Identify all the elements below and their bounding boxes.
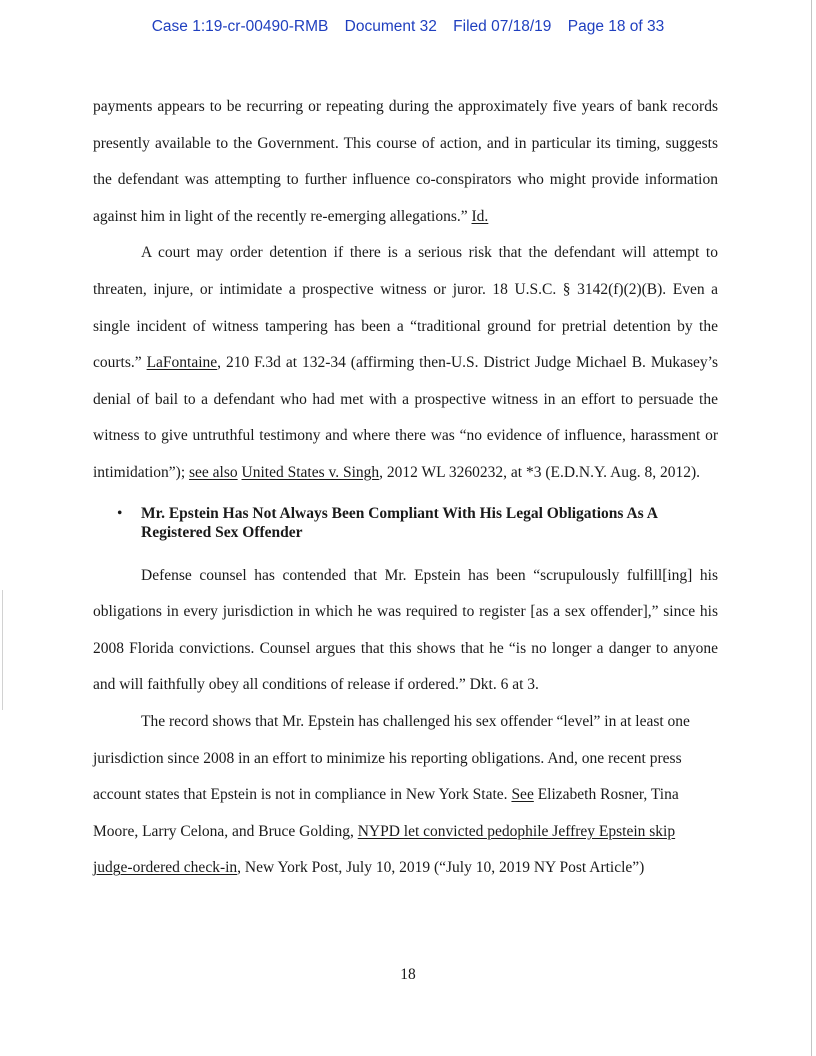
signal-see: See xyxy=(511,786,534,804)
scan-edge-mark xyxy=(2,590,3,710)
case-number: Case 1:19-cr-00490-RMB xyxy=(151,18,329,35)
paragraph-record: The record shows that Mr. Epstein has challenged his sex offender “level” in at least one jurisdiction since 2008 in an effort to minimize his reporting obligations. And, one recent press account states that Epstein is not in compliance in New York State. See Elizabeth Rosner, Tina Moore, Larry Celona, and Bruce Golding, NYPD let convicted pedophile Jeffrey Epstein skip judge-ordered check-in, New York Post, July 10, 2019 (“July 10, 2019 NY Post Article”) xyxy=(93,712,690,877)
article-title: NYPD let convicted pedophile Jeffrey Epstein skip judge-ordered check-in xyxy=(93,822,676,877)
filed-date: Filed 07/18/19 xyxy=(453,18,552,35)
section-heading-text: Mr. Epstein Has Not Always Been Compliant With His Legal Obligations As A Registered Sex Offender xyxy=(141,504,658,541)
paragraph-witness-tampering: A court may order detention if there is a serious risk that the defendant will attempt to threaten, injure, or intimidate a prospective witness or juror. 18 U.S.C. § 3142(f)(2)(B). Even a single incident of witness tampering has been a “traditional ground for pretrial detention by the courts.” LaFontaine, 210 F.3d at 132-34 (affirming then-U.S. District Judge Michael B. Mukasey’s denial of bail to a defendant who had met with a prospective witness in an effort to persuade the witness to give untruthful testimony and where there was “no evidence of influence, harassment or intimidation”); see also United States v. Singh, 2012 WL 3260232, at *3 (E.D.N.Y. Aug. 8, 2012). xyxy=(93,244,719,481)
bullet-icon: • xyxy=(117,504,123,522)
page-of: Page 18 of 33 xyxy=(567,18,665,35)
signal-see-also: see also xyxy=(189,463,238,481)
page-edge-line xyxy=(811,0,812,1056)
section-heading xyxy=(117,504,718,542)
document-body xyxy=(93,89,718,887)
ecf-header xyxy=(0,18,816,36)
case-lafontaine: LaFontaine xyxy=(146,354,218,372)
document-number: Document 32 xyxy=(344,18,437,35)
citation-id: Id. xyxy=(471,207,489,225)
page-number: 18 xyxy=(400,966,416,983)
paragraph-defense-contention: Defense counsel has contended that Mr. Epstein has been “scrupulously fulfill[ing] his obligations in every jurisdiction in which he was required to register [as a sex offender],” since his 2008 Florida convictions. Counsel argues that this shows that he “is no longer a danger to anyone and will faithfully obey all conditions of release if ordered.” Dkt. 6 at 3. xyxy=(93,566,718,694)
paragraph-continuation: payments appears to be recurring or repeating during the approximately five years of bank records presently available to the Government. This course of action, and in particular its timing, suggests the defendant was attempting to further influence co-conspirators who might provide information against him in light of the recently re-emerging allegations.” Id. xyxy=(93,98,718,225)
case-singh: United States v. Singh xyxy=(241,463,380,481)
